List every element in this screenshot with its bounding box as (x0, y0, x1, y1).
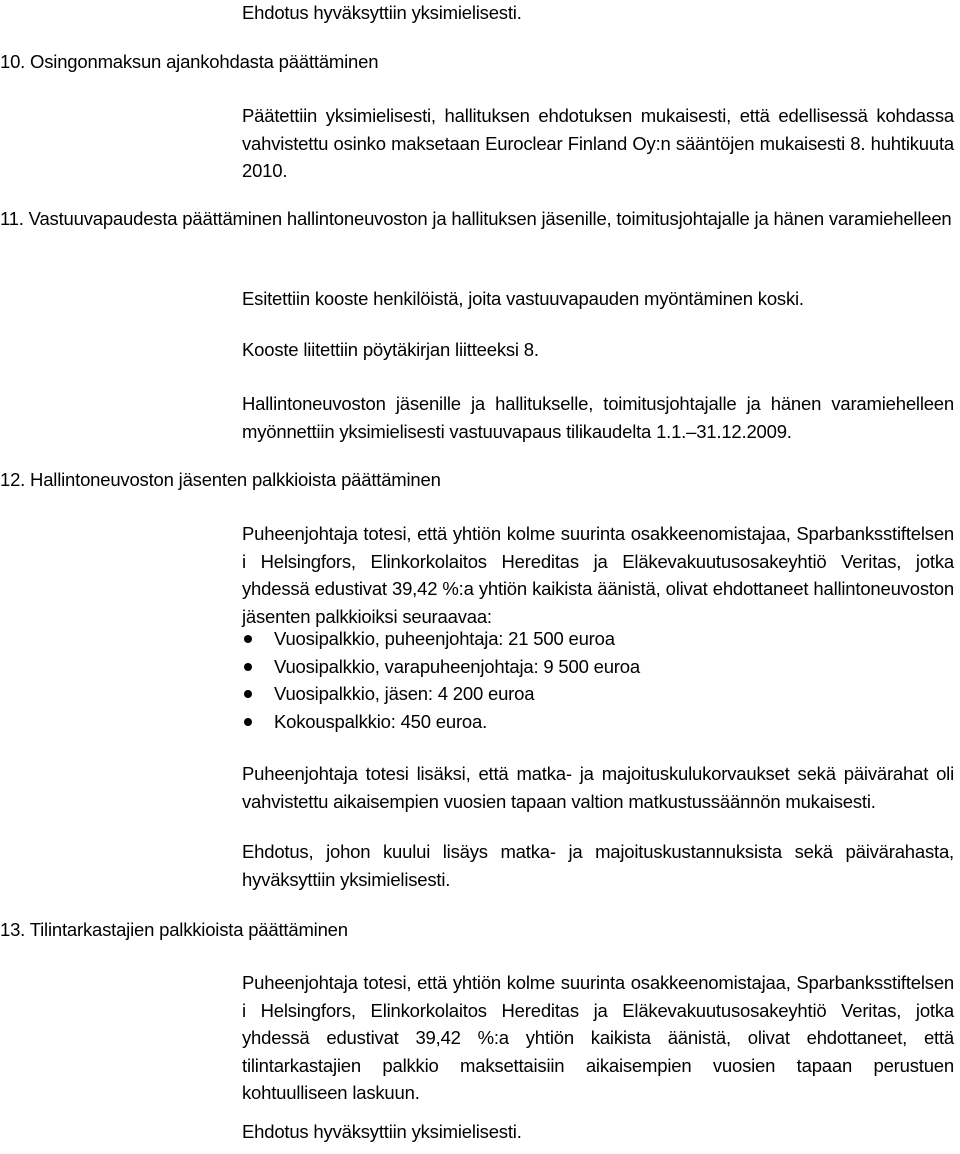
list-item: Vuosipalkkio, jäsen: 4 200 euroa (242, 680, 640, 708)
list-item: Vuosipalkkio, varapuheenjohtaja: 9 500 euroa (242, 653, 640, 681)
section-12-paragraph-3: Ehdotus, johon kuului lisäys matka- ja majoituskustannuksista sekä päivärahasta, hyväksyttiin yksimielisesti. (242, 841, 954, 890)
section-13-paragraph-1: Puheenjohtaja totesi, että yhtiön kolme suurinta osakkeenomistajaa, Sparbanksstiftelsen i Helsingfors, Elinkorkolaitos Hereditas ja Eläkevakuutusosakeyhtiö Veritas, jotka yhdessä edustivat 39,42 %:a yhtiön kaikista äänistä, olivat ehdottaneet, että tilintarkastajien palkkio maksettaisiin aikaisempien vuosien tapaan perustuen kohtuulliseen laskuun. (242, 972, 954, 1103)
section-12-paragraph-2: Puheenjohtaja totesi lisäksi, että matka- ja majoituskulukorvaukset sekä päivärahat oli vahvistettu aikaisempien vuosien tapaan valtion matkustussäännön mukaisesti. (242, 763, 954, 812)
section-11-paragraph-1: Esitettiin kooste henkilöistä, joita vastuuvapauden myöntäminen koski. (242, 288, 804, 309)
top-note: Ehdotus hyväksyttiin yksimielisesti. (242, 2, 522, 23)
fee-list (242, 625, 640, 735)
bullet-icon (244, 718, 252, 726)
list-item: Kokouspalkkio: 450 euroa. (242, 708, 640, 736)
bullet-icon (244, 663, 252, 671)
section-11-heading: 11. Vastuuvapaudesta päättäminen hallintoneuvoston ja hallituksen jäsenille, toimitusjohtajalle ja hänen varamiehelleen (0, 208, 952, 229)
section-12-paragraph-1: Puheenjohtaja totesi, että yhtiön kolme suurinta osakkeenomistajaa, Sparbanksstiftelsen i Helsingfors, Elinkorkolaitos Hereditas ja Eläkevakuutusosakeyhtiö Veritas, jotka yhdessä edustivat 39,42 %:a yhtiön kaikista äänistä, olivat ehdottaneet hallintoneuvoston jäsenten palkkioiksi seuraavaa: (242, 523, 954, 627)
section-12-heading: 12. Hallintoneuvoston jäsenten palkkioista päättäminen (0, 469, 441, 490)
list-item: Vuosipalkkio, puheenjohtaja: 21 500 euroa (242, 625, 640, 653)
bullet-icon (244, 690, 252, 698)
bullet-icon (244, 635, 252, 643)
section-11-paragraph-2: Kooste liitettiin pöytäkirjan liitteeksi 8. (242, 339, 539, 360)
section-10-heading: 10. Osingonmaksun ajankohdasta päättäminen (0, 51, 379, 72)
section-13-heading: 13. Tilintarkastajien palkkioista päättäminen (0, 919, 348, 940)
section-13-paragraph-2: Ehdotus hyväksyttiin yksimielisesti. (242, 1121, 522, 1142)
section-10-paragraph: Päätettiin yksimielisesti, hallituksen ehdotuksen mukaisesti, että edellisessä kohdassa vahvistettu osinko maksetaan Euroclear Finland Oy:n sääntöjen mukaisesti 8. huhtikuuta 2010. (242, 105, 954, 181)
section-11-paragraph-3: Hallintoneuvoston jäsenille ja hallitukselle, toimitusjohtajalle ja hänen varamiehelleen myönnettiin yksimielisesti vastuuvapaus tilikaudelta 1.1.–31.12.2009. (242, 393, 954, 442)
